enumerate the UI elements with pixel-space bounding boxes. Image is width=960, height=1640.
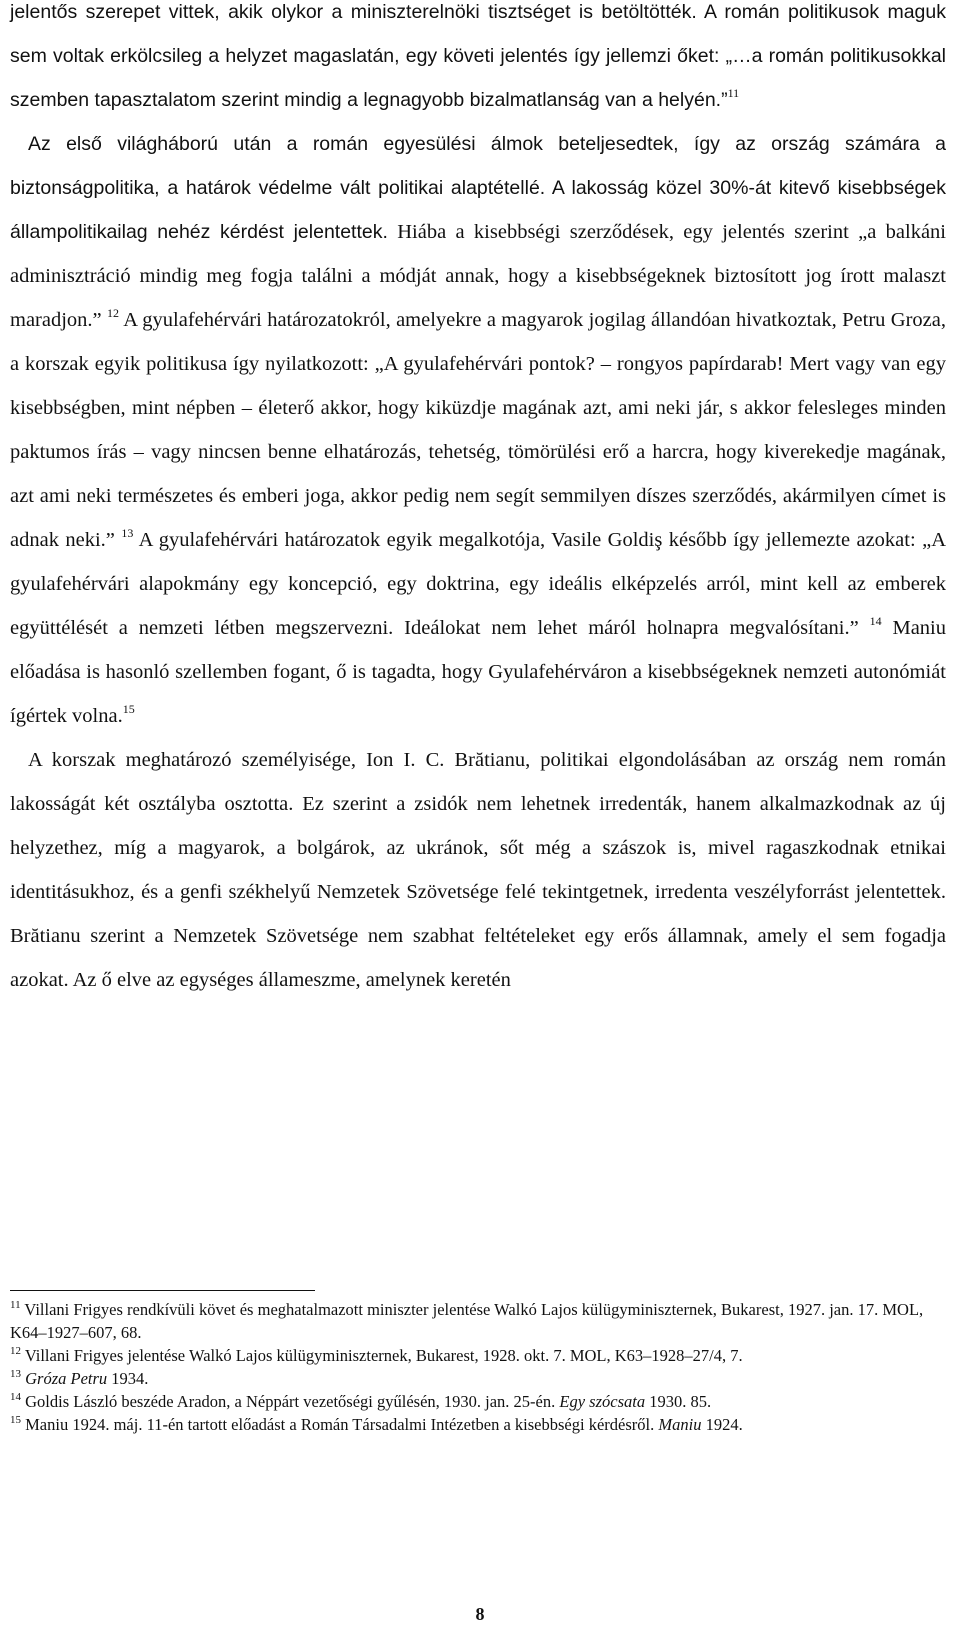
text-run: 1930. 85. — [645, 1392, 712, 1411]
footnote-number: 12 — [10, 1345, 21, 1357]
footnote-number: 11 — [10, 1299, 21, 1311]
italic-text: Maniu — [658, 1415, 702, 1434]
text-run: Az első világháború után a román egyesülési álmok beteljesedtek, így az ország számára a biztonságpolitika, a határok védelme vált politikai alaptétellé. A lakosság közel 30%-át kitevő kisebbségek állampolitikailag nehéz kérdést jelentettek. — [10, 133, 946, 243]
italic-text: Egy szócsata — [559, 1392, 646, 1411]
text-run: Maniu 1924. máj. 11-én tartott előadást a Román Társadalmi Intézetben a kisebbségi kérdésről. — [21, 1415, 659, 1434]
footnote-ref: 14 — [869, 614, 882, 628]
footnote-ref: 13 — [121, 526, 134, 540]
footnote — [10, 1367, 930, 1390]
footnote-number: 14 — [10, 1391, 21, 1403]
footnote-ref: 12 — [107, 306, 120, 320]
text-run: Maniu előadása is hasonló szellemben fogant, ő is tagadta, hogy Gyulafehérváron a kisebbségeknek nemzeti autonómiát ígértek volna. — [10, 617, 946, 727]
text-run: A gyulafehérvári határozatokról, amelyekre a magyarok jogilag állandóan hivatkoztak, Petru Groza, a korszak egyik politikusa így nyilatkozott: „A gyulafehérvári pontok? – rongyos papírdarab! Mert vagy van egy kisebbségben, mint népben – életerő akkor, hogy kiküzdje magának azt, ami neki jár, s akkor felesleges minden paktumos írás – vagy nincsen benne elhatározás, tehetség, tömörülési erő a harcra, hogy kiverekedje magának, azt ami neki természetes és emberi joga, akkor pedig nem segít semmilyen díszes szerződés, akármilyen címet is adnak neki.” — [10, 309, 946, 551]
text-run: Hiába a kisebbségi szerződések, egy jelentés szerint „a balkáni adminisztráció mindig meg fogja találni a módját annak, hogy a kisebbségeknek biztosított jog írott malaszt maradjon.” — [10, 221, 946, 331]
footnote — [10, 1298, 930, 1344]
footnote-number: 15 — [10, 1414, 21, 1426]
text-run: A gyulafehérvári határozatok egyik megalkotója, Vasile Goldiş később így jellemezte azokat: „A gyulafehérvári alapokmány egy koncepció, egy doktrina, egy ideális elképzelés arról, mint kell az emberek együttélését a nemzeti létben megszervezni. Ideálokat nem lehet máról holnapra megvalósítani.” — [10, 529, 946, 639]
paragraph — [10, 122, 946, 738]
text-run: jelentős szerepet vittek, akik olykor a miniszterelnöki tisztséget is betöltötték. A román politikusok maguk sem voltak erkölcsileg a helyzet magaslatán, egy követi jelentés így jellemzi őket: „…a román politikusokkal szemben tapasztalatom szerint mindig a legnagyobb bizalmatlanság van a helyén.” — [10, 1, 946, 111]
footnotes — [10, 1298, 930, 1436]
footnote-ref: 11 — [727, 86, 740, 100]
footnote-ref: 15 — [122, 702, 135, 716]
text-run: Goldis László beszéde Aradon, a Néppárt vezetőségi gyűlésén, 1930. jan. 25-én. — [21, 1392, 560, 1411]
text-run: A korszak meghatározó személyisége, Ion I. C. Brătianu, politikai elgondolásában az ország nem román lakosságát két osztályba osztotta. Ez szerint a zsidók nem lehetnek irredenták, hanem alkalmazkodnak az új helyzethez, míg a magyarok, a bolgárok, az ukránok, sőt még a szászok is, mivel ragaszkodnak etnikai identitásukhoz, és a genfi székhelyű Nemzetek Szövetsége felé tekintgetnek, irredenta veszélyforrást jelentettek. Brătianu szerint a Nemzetek Szövetsége nem szabhat feltételeket egy erős államnak, amely el sem fogadja azokat. Az ő elve az egységes állameszme, amelynek keretén — [10, 749, 946, 991]
text-run: Villani Frigyes rendkívüli követ és meghatalmazott miniszter jelentése Walkó Lajos külügyminiszternek, Bukarest, 1927. jan. 17. MOL, K64–1927–607, 68. — [10, 1300, 924, 1342]
text-run: 1924. — [701, 1415, 743, 1434]
paragraph — [10, 738, 946, 1002]
footnote-separator — [10, 1290, 315, 1291]
text-run: 1934. — [107, 1369, 149, 1388]
paragraph — [10, 0, 946, 122]
text-run: Villani Frigyes jelentése Walkó Lajos külügyminiszternek, Bukarest, 1928. okt. 7. MOL, K63–1928–27/4, 7. — [21, 1346, 743, 1365]
body-text — [10, 0, 946, 1002]
footnote — [10, 1413, 930, 1436]
footnote-number: 13 — [10, 1368, 21, 1380]
footnote — [10, 1390, 930, 1413]
page-number: 8 — [475, 1604, 485, 1624]
footnote — [10, 1344, 930, 1367]
italic-text: Gróza Petru — [25, 1369, 108, 1388]
